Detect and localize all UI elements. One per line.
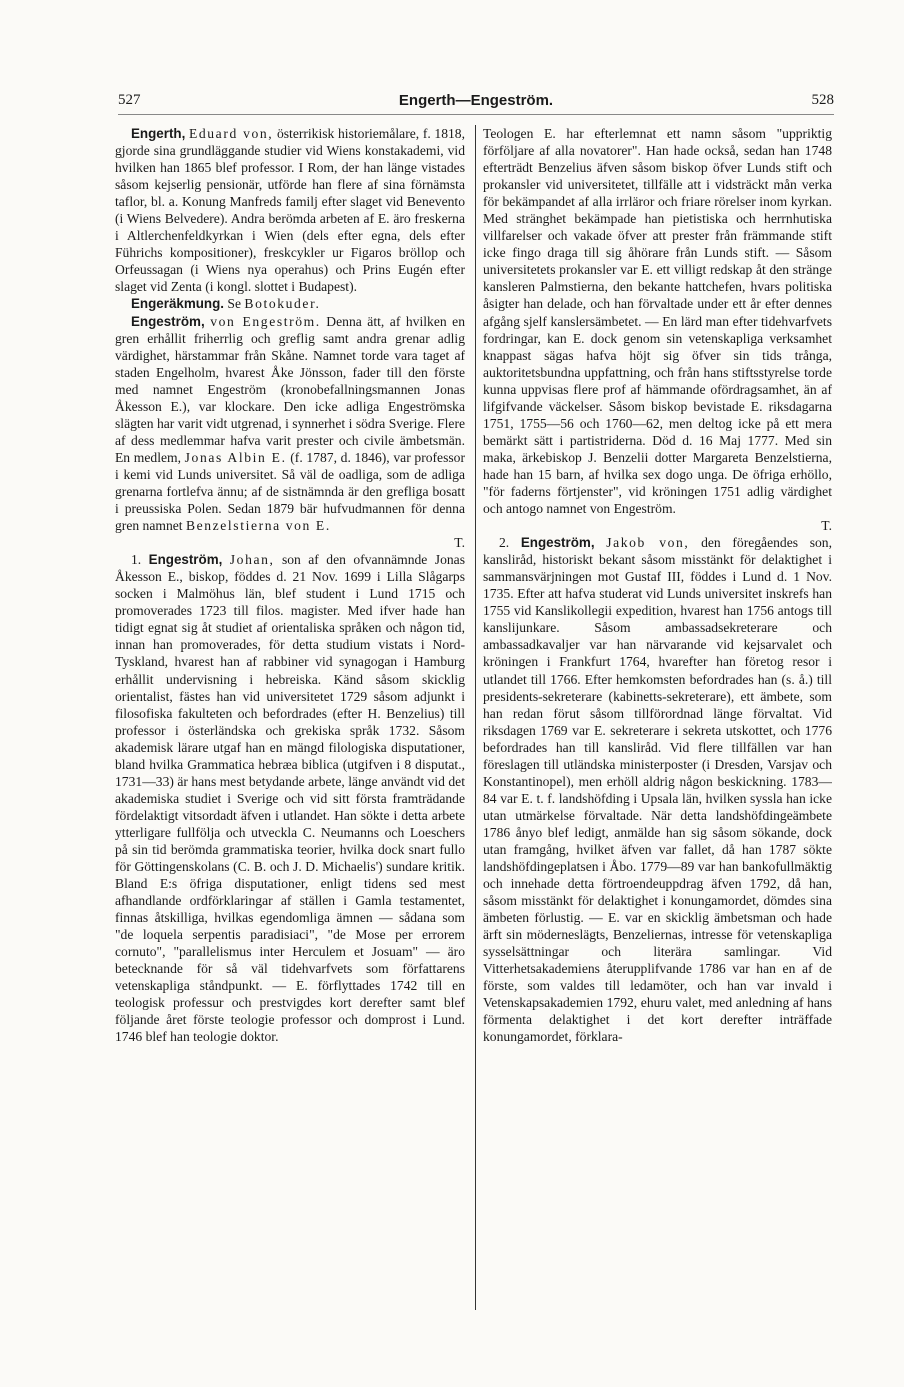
person-name: Eduard von, <box>188 126 274 141</box>
right-column <box>483 125 832 1315</box>
page-number-left: 527 <box>118 92 141 108</box>
headword: Engerth, <box>131 126 186 141</box>
entry-number: 2. <box>499 535 510 551</box>
author-signature: T. <box>454 535 465 551</box>
person-name: Johan, <box>229 552 275 568</box>
entry-engestrom-jakob <box>483 534 832 1045</box>
headword: Engeström, <box>131 313 205 329</box>
column-divider <box>475 125 476 1310</box>
running-title: Engerth—Engeström. <box>398 92 554 109</box>
entry-text: Se <box>224 296 245 312</box>
author-signature: T. <box>821 518 832 534</box>
entry-text: Teologen E. har efterlemnat ett namn såsom "uppriktig förföljare af alla novatorer". Han hade också, sedan han 1748 efterträdt Benzelius äfven såsom biskop öfver Lunds stift och prokansler vid universitetet, tillfälle att i vidsträckt mån verka för bekämpandet af alla irrläror och friare rörelser inom kyrkan. Med stränghet bekämpade han pietistiska och herrnhutiska villfarelser och vakade öfver att prester från främmande stift icke fingo draga till sig åhörare från Lunds stift. — Såsom universitetets prokansler var E. ett villigt redskap åt den stränge kansleren Palmstierna, den bekante hattchefen, hvars politiska åsigter han delade, och han förvaltade under ett år efter dennes afgång sjelf kanslersämbetet. — En lärd man efter tidehvarfvets fordringar, kan E. dock genom sin vetenskapliga verksamhet knappast sägas hafva höjt sig öfver sin tids trånga, auktoritetsbundna uppfattning, och från hans stiftsstyrelse torde kunna uppvisas flere prof af hämmande ofördragsamhet, än af lifgifvande väckelser. Såsom biskop bevistade E. riksdagarna 1751, 1755—56 och 1760—62, men deltog icke på ett mera bemärkt sätt i partistriderna. Död d. 16 Maj 1777. Med sin maka, ärkebiskop J. Benzelii dotter Margareta Benzelstierna, hade han 15 barn, af hvilka sex dogo unga. De öfriga erhöllo, "för faderns förtjenster", vid kröningen 1751 adlig värdighet och antogo namnet von Engeström. <box>483 126 832 517</box>
entry-engestrom-family <box>115 313 465 552</box>
entry-number: 1. <box>131 552 142 568</box>
entry-engerakmung <box>115 295 465 312</box>
entry-text: Denna ätt, af hvilken en gren erhållit friherrlig och greflig samt andra grenar adlig värdighet, härstammar från Skåne. Namnet torde vara taget af staden Engelholm, hvarest Åke Jönsson, fader till den förste med namnet Engeström (kronobefallningsmannen Jonas Åkesson E.), var klockare. Den icke adliga Engeströmska slägten har varit vidt utgrenad, i synnerhet i södra Sverige. Flere af dess medlemmar hafva varit prester och civile ämbetsmän. En medlem, <box>115 313 465 465</box>
headword: Engeräkmung. <box>131 296 225 312</box>
person-name: Jakob von, <box>606 535 690 551</box>
cross-reference: Botokuder. <box>244 296 321 312</box>
person-name: von Engeström. <box>210 313 321 329</box>
page-number-right: 528 <box>811 92 834 108</box>
entry-text: (f. 1787, d. 1846), var professor i kemi vid Lunds universitet. Så väl de oadliga, som de adliga grenarna fortlefva ännu; af de sistnämnda är den grefliga bosatt i preussiska Polen. Sedan 1879 bär hufvudmannen för denna gren namnet <box>115 449 465 534</box>
running-header <box>118 92 834 114</box>
entry-text: österrikisk historiemålare, f. 1818, gjorde sina grundläggande studier vid Wiens konstakademi, vid hvilken han 1865 blef professor. I Rom, der han länge vistades såsom kejserlig pensionär, utförde han flere af sina förnämsta taflor, bl. a. Konung Manfreds familj efter slaget vid Benevento (i Wiens Belvedere). Andra berömda arbeten af E. äro freskerna i Altlerchenfeldkyrkan i Wien (dels efter egna, dels efter Führichs kompositioner), freskcykler ur Figaros bröllop och Orfeussagan (i Wiens nya operahus) och Prins Eugén efter slaget vid Zenta (i kongl. slottet i Budapest). <box>115 126 465 295</box>
entry-engerth <box>115 125 465 295</box>
headword: Engeström, <box>148 552 223 568</box>
header-rule <box>118 114 834 115</box>
entry-text: den föregåendes son, kansliråd, historiskt bekant såsom misstänkt för delaktighet i sammansvärjningen mot Gustaf III, föddes i Lund d. 1 Nov. 1735. Efter att hafva studerat vid Lunds universitet inskrefs han 1755 vid Kanslikollegii expedition, hvarest han 1756 antogs till kanslijunkare. Såsom ambassadsekreterare och ambassadkavaljer var han närvarande vid kejsarvalet och kröningen i Frankfurt 1764, hvarefter han företog resor i utlandet till 1766. Efter hemkomsten befordrades han (s. å.) till presidents-sekreterare (kabinetts-sekreterare), ett ämbete, som han redan förut såsom tillförordnad länge förvaltat. Vid riksdagen 1769 var E. sekreterare i sekreta utskottet, och 1776 befordrades han till kansliråd. Vid flere tillfällen var han föreslagen till utländska ministerposter (i Dresden, Varsjav och Konstantinopel), men erhöll aldrig någon beskickning. 1783—84 var E. t. f. landshöfding i Upsala län, hvilken syssla han icke utan utmärkelse förvaltade. När detta landshöfdingeämbete 1786 ånyo blef ledigt, anmälde han sig såsom sökande, dock utan framgång, hvilket äfven var fallet, då han 1787 sökte landshöfdingeplatsen i Åbo. 1779—89 var han bankofullmäktig och innehade detta förtroendeuppdrag äfven 1792, då han, såsom misstänkt för delaktighet i konungamordet, dömdes sina ämbeten förlustig. — E. var en skicklig ämbetsman och hade ärft sin möderneslägts, Benzeliernas, intresse för vetenskapliga sysselsättningar och literära samlingar. Vid Vitterhetsakademiens återupplifvande 1786 var han en af de förste, som valdes till ledamöter, och han var invald i Vetenskapsakademien 1792, ehuru valet, med anledning af hans förmenta delaktighet i det kort derefter inträffade konungamordet, förklara- <box>483 535 832 1045</box>
headword: Engeström, <box>520 535 595 551</box>
person-name: Benzelstierna von E. <box>185 518 331 534</box>
entry-engestrom-johan-continued <box>483 125 832 534</box>
person-name: Jonas Albin E. <box>184 449 287 465</box>
left-column <box>115 125 465 1315</box>
entry-engestrom-johan <box>115 551 465 1045</box>
entry-text: son af den ofvannämnde Jonas Åkesson E., biskop, föddes d. 21 Nov. 1699 i Lilla Slågarps socken i Malmöhus län, blef student i Lund 1715 och promoverades 1723 till filos. magister. Med ifver hade han tidigt egnat sig åt studiet af orientaliska språken och någon tid, innan han promoverades, för detta studium vistats i Nord-Tyskland, hvarest han af rabbiner vid synagogan i Hamburg erhållit undervisning i hebreiska. Känd såsom skicklig orientalist, fästes han vid universitetet 1729 såsom adjunkt i filosofiska fakulteten och befordrades (efter H. Benzelius) till professor i österländska och grekiska språk 1732. Såsom akademisk lärare utgaf han en mängd filologiska disputationer, bland hvilka Grammatica hebræa biblica (utgifven i 8 disputat., 1731—33) är hans mest betydande arbete, länge användt vid det akademiska studiet i Sverige och vid sitt första framträdande fördelaktigt vitsordadt äfven i utlandet. Han sökte i detta arbete ytterligare fullfölja och utveckla C. Neumanns och Loeschers på sin tid berömda grammatiska teorier, hvilka dock snart fullo för Göttingenskolans (C. B. och J. D. Michaelis') sundare kritik. Bland E:s öfriga disputationer, enligt tidens sed mest afhandlande ordförklaringar af ställen i Gamla testamentet, finnas åtskilliga, hvilkas egendomliga ämnen — sådana som "de loquela serpentis paradisiaci", "de Mose per errorem cornuto", "parallelismus inter Herculem et Josuam" — äro betecknande för så väl tidehvarfvets som författarens vetenskapliga ståndpunkt. — E. förflyttades 1742 till en teologisk professur och prestvigdes kort derefter samt blef följande året förste teologie professor och domprost i Lund. 1746 blef han teologie doktor. <box>115 552 465 1045</box>
